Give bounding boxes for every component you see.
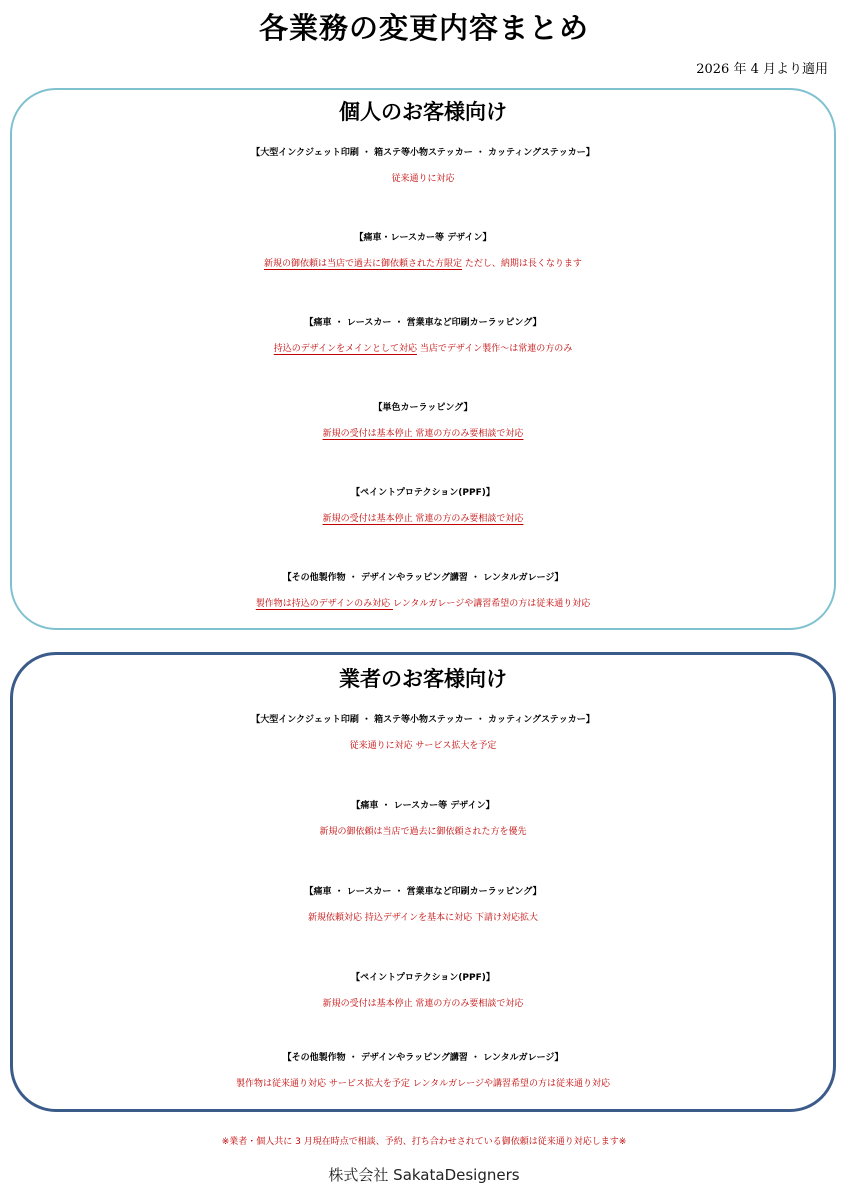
business-item-design: [13, 795, 833, 841]
item-note: 従来通りに対応 サービス拡大を予定: [349, 741, 497, 751]
footer-note: ※業者・個人共に 3 月現在時点で相談、予約、打ち合わせされている御依頼は従来通り対応します※: [221, 1137, 627, 1147]
item-note-text: 当店でデザイン製作～は常連の方のみ: [416, 344, 573, 354]
personal-item-printing: [12, 142, 834, 188]
item-heading: 【大型インクジェット印刷 ・ 箱ステ等小物ステッカー ・ カッティングステッカー】: [251, 715, 595, 725]
personal-customers-section: [10, 88, 836, 630]
business-item-print-wrapping: [13, 881, 833, 927]
item-heading: 【大型インクジェット印刷 ・ 箱ステ等小物ステッカー ・ カッティングステッカー】: [251, 148, 595, 158]
item-note: 新規の御依頼は当店で過去に御依頼された方を優先: [319, 827, 527, 837]
personal-item-print-wrapping: [12, 312, 834, 358]
business-item-printing: [13, 709, 833, 755]
item-note-text: レンタルガレージや講習希望の方は従来通り対応: [392, 599, 591, 609]
item-note: [12, 170, 834, 188]
business-section-heading: 業者のお客様向け: [339, 667, 507, 691]
personal-item-ppf: [12, 482, 834, 528]
item-note: 新規依頼対応 持込デザインを基本に対応 下請け対応拡大: [307, 913, 539, 923]
item-note: [12, 425, 834, 443]
item-note-underlined: 製作物は持込のデザインのみ対応: [255, 599, 393, 609]
item-note-underlined: 新規の受付は基本停止 常連の方のみ要相談で対応: [322, 514, 524, 524]
page-title: 各業務の変更内容まとめ: [258, 11, 589, 45]
personal-section-heading: 個人のお客様向け: [339, 100, 507, 124]
item-note: [12, 595, 834, 613]
item-note: 製作物は従来通り対応 サービス拡大を予定 レンタルガレージや講習希望の方は従来通り対応: [236, 1079, 610, 1089]
item-heading: 【ペイントプロテクション(PPF)】: [351, 973, 495, 983]
item-heading: 【単色カーラッピング】: [373, 403, 473, 413]
item-note-text: ただし、納期は長くなります: [462, 259, 582, 269]
item-heading: 【痛車 ・ レースカー ・ 営業車など印刷カーラッピング】: [304, 318, 542, 328]
personal-item-design: [12, 227, 834, 273]
business-item-ppf: [13, 967, 833, 1013]
item-note-underlined: 新規の御依頼は当店で過去に御依頼された方限定: [264, 259, 463, 269]
item-heading: 【ペイントプロテクション(PPF)】: [351, 488, 495, 498]
item-note-text: 従来通りに対応: [391, 174, 455, 184]
item-note: [12, 510, 834, 528]
company-name: 株式会社 SakataDesigners: [328, 1166, 520, 1184]
item-heading: 【痛車 ・ レースカー等 デザイン】: [351, 801, 495, 811]
personal-item-solid-wrapping: [12, 397, 834, 443]
item-note: [12, 255, 834, 273]
item-heading: 【痛車 ・ レースカー ・ 営業車など印刷カーラッピング】: [304, 887, 542, 897]
item-note-underlined: 新規の受付は基本停止 常連の方のみ要相談で対応: [322, 429, 524, 439]
effective-date: 2026 年 4 月より適用: [696, 62, 828, 77]
business-customers-section: [10, 652, 836, 1112]
business-item-other: [13, 1047, 833, 1093]
item-note: 新規の受付は基本停止 常連の方のみ要相談で対応: [322, 999, 524, 1009]
item-note-underlined: 持込のデザインをメインとして対応: [273, 344, 417, 354]
personal-item-other: [12, 567, 834, 613]
item-note: [12, 340, 834, 358]
item-heading: 【痛車・レースカー等 デザイン】: [354, 233, 492, 243]
item-heading: 【その他製作物 ・ デザインやラッピング講習 ・ レンタルガレージ】: [282, 573, 564, 583]
item-heading: 【その他製作物 ・ デザインやラッピング講習 ・ レンタルガレージ】: [282, 1053, 564, 1063]
